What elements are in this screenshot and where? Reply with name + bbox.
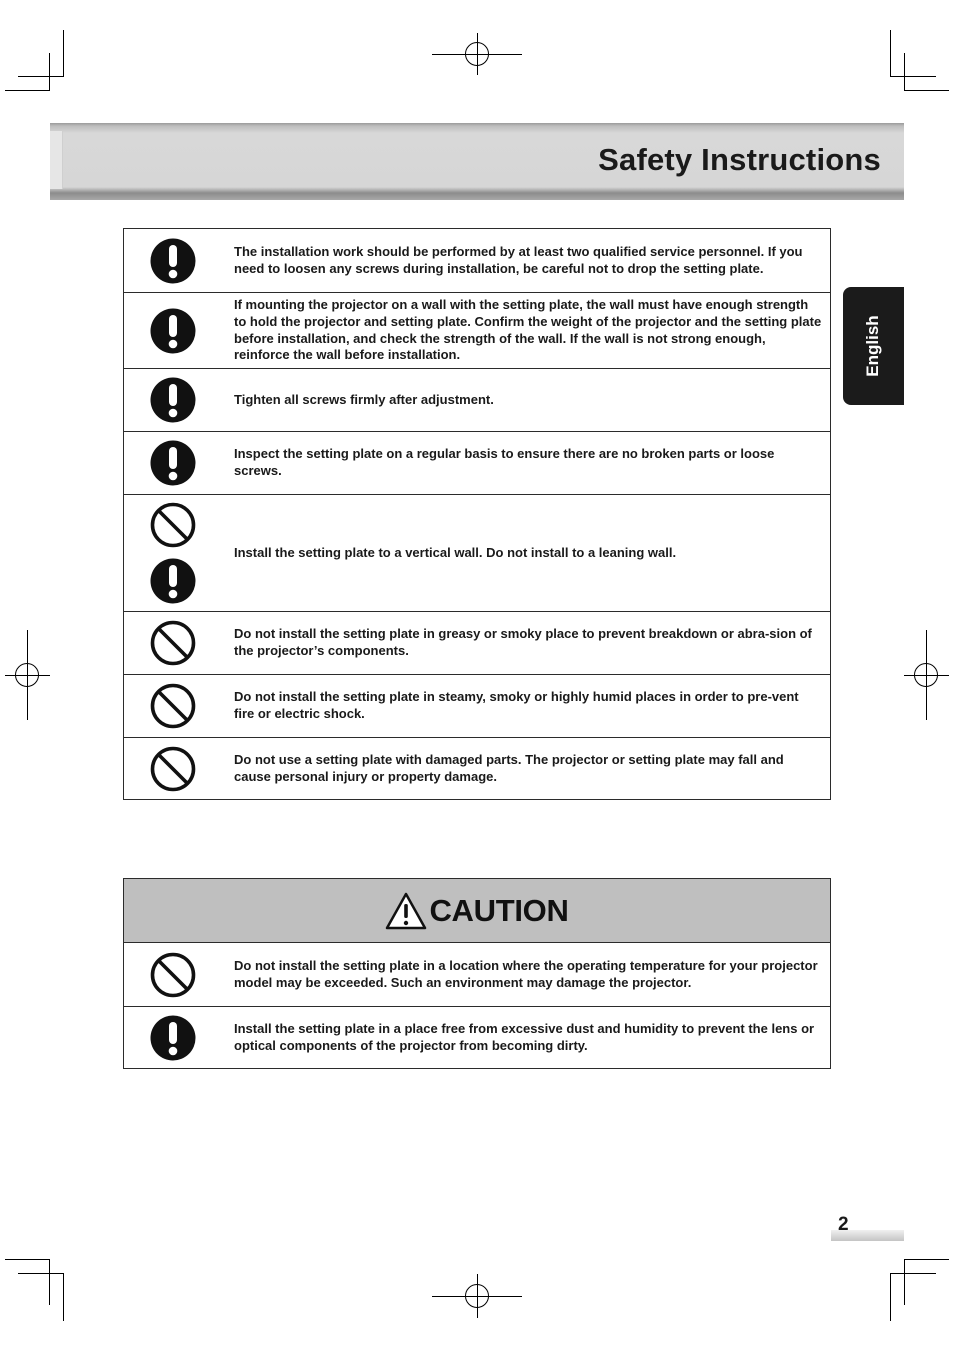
warning-row	[124, 611, 830, 674]
mandatory-icon	[150, 1015, 196, 1061]
warning-text: Install the setting plate to a vertical wall. Do not install to a leaning wall.	[234, 544, 677, 560]
mandatory-icon	[150, 440, 196, 486]
warning-text: Do not install the setting plate in greasy or smoky place to prevent breakdown or abra-sion of the projector’s components.	[234, 626, 812, 658]
warning-row	[124, 368, 830, 431]
prohibited-icon	[150, 683, 196, 729]
warning-text: Inspect the setting plate on a regular basis to ensure there are no broken parts or loose screws.	[234, 446, 775, 478]
warning-text: If mounting the projector on a wall with the setting plate, the wall must have enough strength to hold the projector and setting plate. Confirm the weight of the projector and the setting plate before installation, and check the strength of the wall. If the wall is not strong enough, reinforce the wall before installation.	[234, 297, 822, 363]
caution-text: Install the setting plate in a place free from excessive dust and humidity to prevent the lens or optical components of the projector from becoming dirty.	[234, 1020, 815, 1053]
warning-text: Do not use a setting plate with damaged parts. The projector or setting plate may fall and cause personal injury or property damage.	[234, 751, 784, 784]
mandatory-icon	[150, 558, 196, 604]
warning-text: Tighten all screws firmly after adjustment.	[234, 391, 494, 407]
prohibited-icon	[150, 502, 196, 548]
warning-table	[123, 228, 831, 800]
caution-table	[123, 878, 831, 1069]
caution-row	[124, 1006, 830, 1068]
page-title: Safety Instructions	[598, 142, 881, 177]
warning-row	[124, 674, 830, 737]
mandatory-icon	[150, 377, 196, 423]
warning-text: The installation work should be performed by at least two qualified service personnel. If you need to loosen any screws during installation, be careful not to drop the setting plate.	[234, 243, 803, 276]
page-number: 2	[838, 1214, 849, 1235]
warning-row	[124, 292, 830, 368]
warning-row	[124, 494, 830, 611]
caution-title: CAUTION	[429, 892, 569, 928]
caution-row	[124, 943, 830, 1006]
prohibited-icon	[150, 746, 196, 792]
warning-row	[124, 431, 830, 494]
language-tab	[843, 287, 904, 405]
mandatory-icon	[150, 308, 196, 354]
warning-row	[124, 737, 830, 799]
language-tab-label: English	[863, 315, 882, 377]
warning-text: Do not install the setting plate in steamy, smoky or highly humid places in order to pre-vent fire or electric shock.	[234, 689, 799, 721]
caution-text: Do not install the setting plate in a location where the operating temperature for your projector model may be exceeded. Such an environment may damage the projector.	[234, 957, 818, 990]
prohibited-icon	[150, 620, 196, 666]
mandatory-icon	[150, 238, 196, 284]
caution-header	[124, 879, 830, 943]
warning-row	[124, 229, 830, 292]
warning-triangle-icon	[385, 892, 427, 930]
prohibited-icon	[150, 952, 196, 998]
